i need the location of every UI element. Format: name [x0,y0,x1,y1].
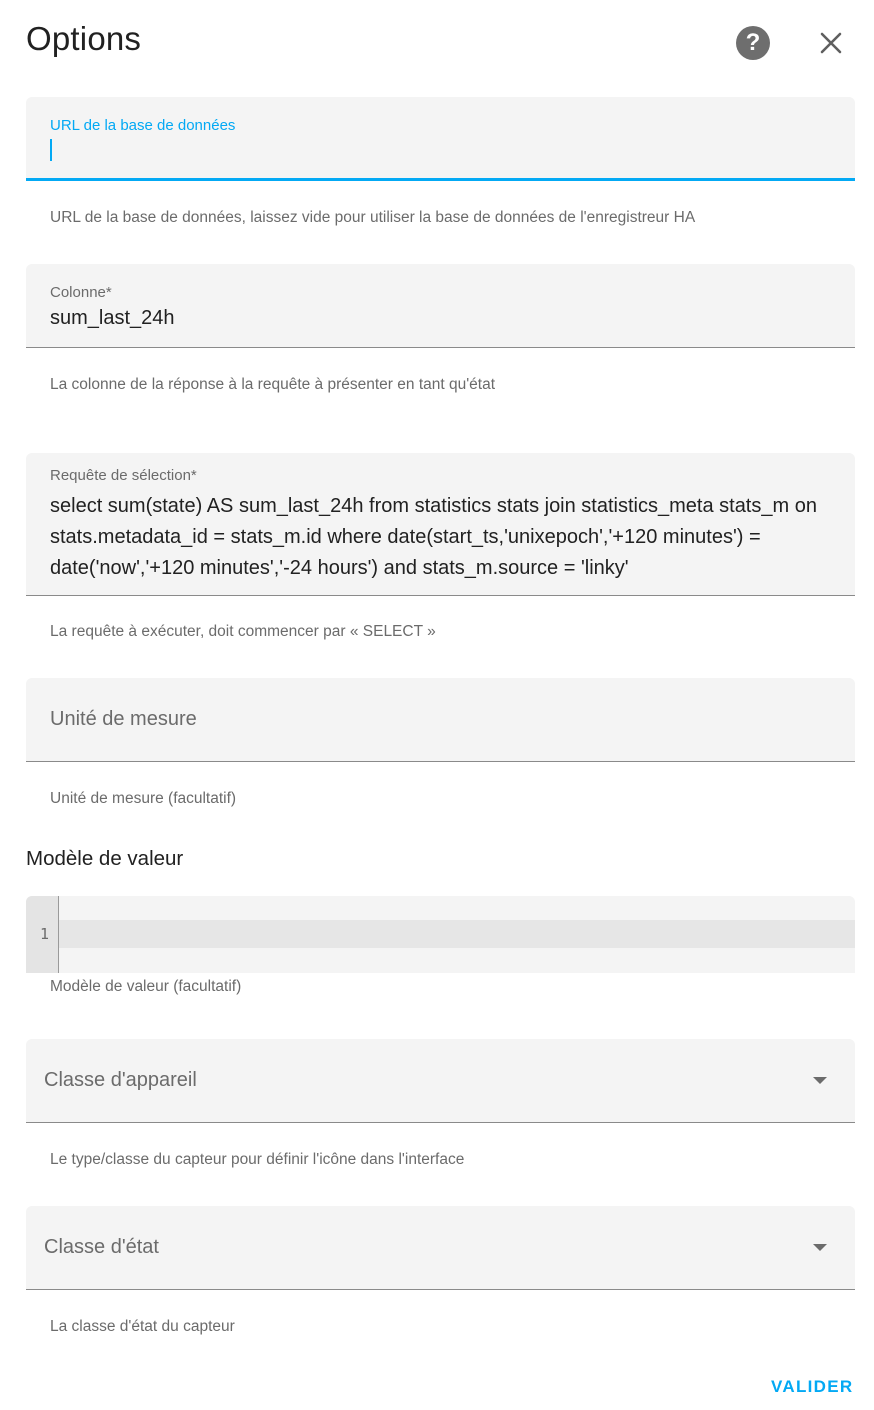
device-class-helper: Le type/classe du capteur pour définir l'icône dans l'interface [50,1151,465,1168]
column-value: sum_last_24h [50,307,175,329]
text-cursor [50,139,52,161]
active-line [59,920,855,948]
unit-placeholder: Unité de mesure [50,708,197,730]
close-icon[interactable] [814,26,848,60]
unit-helper: Unité de mesure (facultatif) [50,790,237,807]
query-field[interactable] [26,453,855,596]
query-helper: La requête à exécuter, doit commencer par « SELECT » [50,623,436,640]
value-template-title: Modèle de valeur [26,847,184,870]
value-template-editor[interactable] [26,896,855,973]
editor-gutter [26,896,59,973]
dropdown-arrow-icon [813,1077,827,1084]
submit-button[interactable]: VALIDER [771,1377,854,1396]
help-icon[interactable]: ? [736,26,770,60]
unit-field[interactable] [26,678,855,762]
value-template-helper: Modèle de valeur (facultatif) [50,978,242,995]
dialog-title: Options [26,20,142,57]
state-class-helper: La classe d'état du capteur [50,1318,235,1335]
state-class-label: Classe d'état [44,1236,159,1258]
db-url-label: URL de la base de données [50,117,236,134]
line-number: 1 [40,925,50,943]
query-label: Requête de sélection* [50,467,197,484]
device-class-label: Classe d'appareil [44,1069,197,1091]
column-field[interactable] [26,264,855,348]
column-helper: La colonne de la réponse à la requête à présenter en tant qu'état [50,376,496,393]
db-url-helper: URL de la base de données, laissez vide pour utiliser la base de données de l'enregistreur HA [50,209,696,226]
device-class-select[interactable] [26,1039,855,1123]
dropdown-arrow-icon [813,1244,827,1251]
db-url-field[interactable] [26,97,855,181]
query-value: select sum(state) AS sum_last_24h from statistics stats join statistics_meta stats_m on stats.metadata_id = stats_m.id where date(start_ts,'unixepoch','+120 minutes') = date('now','+120 minutes','-24 hours') and stats_m.source = 'linky' [50,495,817,579]
column-label: Colonne* [50,284,112,301]
state-class-select[interactable] [26,1206,855,1290]
